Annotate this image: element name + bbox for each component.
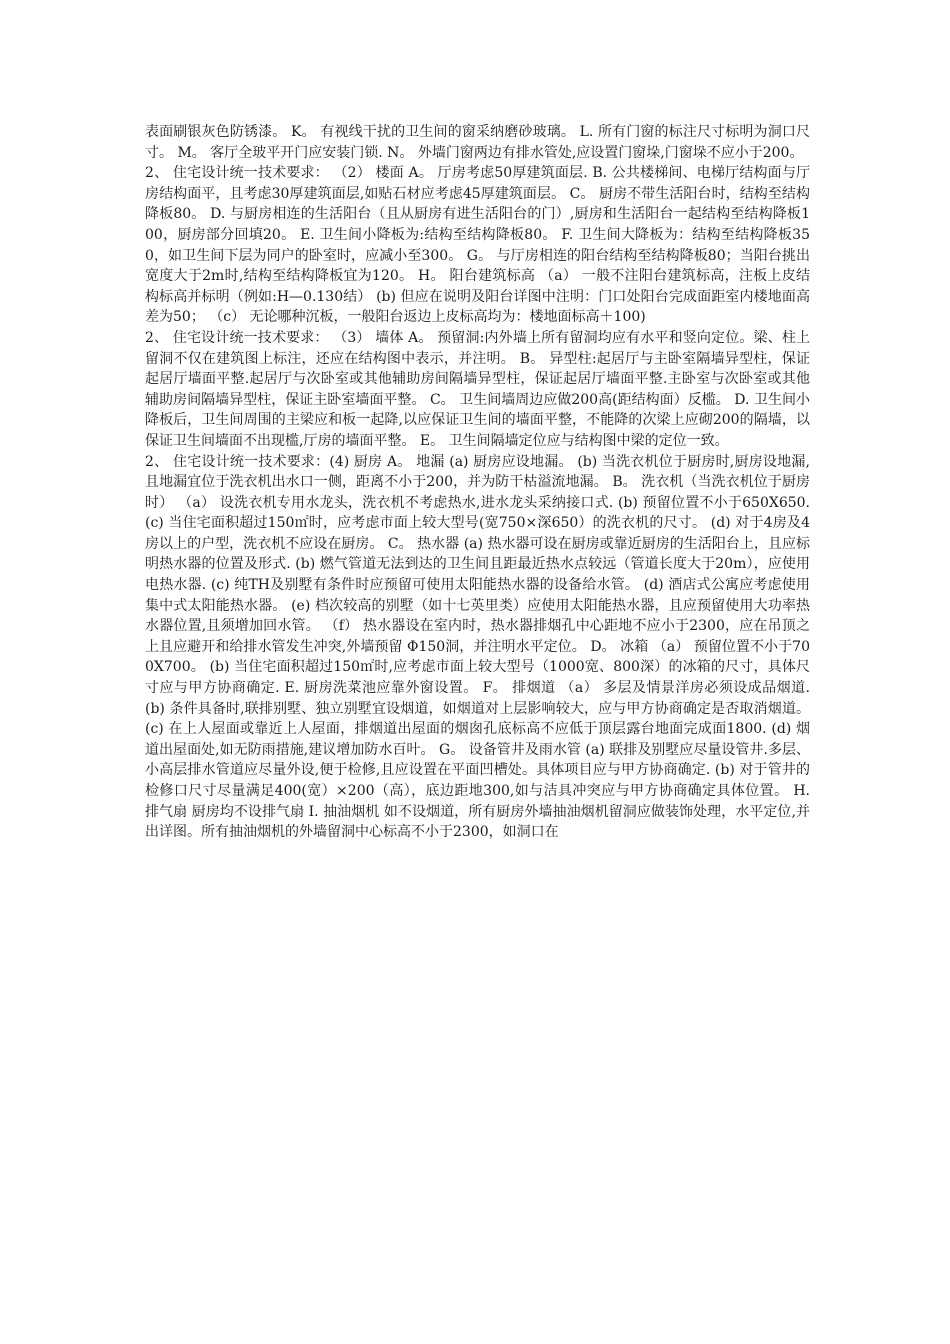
paragraph-floors: 2、 住宅设计统一技术要求： （2） 楼面 A。 厅房考虑50厚建筑面层. B. 公共楼梯间、电梯厅结构面与厅房结构面平，且考虑30厚建筑面层,如贴石材应考虑45厚建筑面层。 C。 厨房不带生活阳台时，结构至结构降板80。 D. 与厨房相连的生活阳台（且从厨房有进生活阳台的门）,厨房和生活阳台一起结构至结构降板100，厨房部分回填20。 E. 卫生间小降板为:结构至结构降板80。 F. 卫生间大降板为：结构至结构降板350，如卫生间下层为同户的卧室时，应减小至300。 G。 与厅房相连的阳台结构至结构降板80；当阳台挑出宽度大于2m时,结构至结构降板宜为120。 H。 阳台建筑标高 （a） 一般不注阳台建筑标高，注板上皮结构标高并标明（例如:H—0.130结） (b) 但应在说明及阳台详图中注明：门口处阳台完成面距室内楼地面高差为50； （c） 无论哪种沉板，一般阳台返边上皮标高均为：楼地面标高＋100): [145, 165, 810, 326]
document-body: [145, 122, 810, 843]
paragraph-kitchen: 2、 住宅设计统一技术要求：(4) 厨房 A。 地漏 (a) 厨房应设地漏。 (b) 当洗衣机位于厨房时,厨房设地漏,且地漏宜位于洗衣机出水口一侧，距离不小于200，并为防干枯溢流地漏。 B。 洗衣机（当洗衣机位于厨房时） （a） 设洗衣机专用水龙头，洗衣机不考虑热水,进水龙头采纳接口式. (b) 预留位置不小于650X650. (c) 当住宅面积超过150㎡时，应考虑市面上较大型号(宽750×深650）的洗衣机的尺寸。 (d) 对于4房及4房以上的户型，洗衣机不应设在厨房。 C。 热水器 (a) 热水器可设在厨房或靠近厨房的生活阳台上，且应标明热水器的位置及形式. (b) 燃气管道无法到达的卫生间且距最近热水点较远（管道长度大于20m），应使用电热水器. (c) 纯TH及别墅有条件时应预留可使用太阳能热水器的设备给水管。 (d) 酒店式公寓应考虑使用集中式太阳能热水器。 (e) 档次较高的别墅（如十七英里类）应使用太阳能热水器，且应预留使用大功率热水器位置,且须增加回水管。 （f） 热水器设在室内时，热水器排烟孔中心距地不应小于2300，应在吊顶之上且应避开和给排水管发生冲突,外墙预留 Φ150洞，并注明水平定位。 D。 冰箱 （a） 预留位置不小于700X700。 (b) 当住宅面积超过150㎡时,应考虑市面上较大型号（1000宽、800深）的冰箱的尺寸，具体尺寸应与甲方协商确定. E. 厨房洗菜池应靠外窗设置。 F。 排烟道 （a） 多层及情景洋房必须设成品烟道. (b) 条件具备时,联排别墅、独立别墅宜设烟道，如烟道对上层影响较大，应与甲方协商确定是否取消烟道。 (c) 在上人屋面或靠近上人屋面，排烟道出屋面的烟囱孔底标高不应低于顶层露台地面完成面1800. (d) 烟道出屋面处,如无防雨措施,建议增加防水百叶。 G。 设备管井及雨水管 (a) 联排及别墅应尽量设管井.多层、小高层排水管道应尽量外设,便于检修,且应设置在平面凹槽处。具体项目应与甲方协商确定. (b) 对于管井的检修口尺寸尽量满足400(宽）×200（高），底边距地300,如与洁具冲突应与甲方协商确定具体位置。 H. 排气扇 厨房均不设排气扇 I. 抽油烟机 如不设烟道，所有厨房外墙抽油烟机留洞应做装饰处理，水平定位,并出详图。所有抽油烟机的外墙留洞中心标高不小于2300，如洞口在: [145, 453, 810, 841]
paragraph-doors-windows: 表面刷银灰色防锈漆。 K。 有视线干扰的卫生间的窗采纳磨砂玻璃。 L. 所有门窗的标注尺寸标明为洞口尺寸。 M。 客厅全玻平开门应安装门锁. N。 外墙门窗两边有排水管处,应设置门窗垛,门窗垛不应小于200。: [145, 124, 810, 161]
paragraph-walls: 2、 住宅设计统一技术要求： （3） 墙体 A。 预留洞:内外墙上所有留洞均应有水平和竖向定位。梁、柱上留洞不仅在建筑图上标注，还应在结构图中表示，并注明。 B。 异型柱:起居厅与主卧室隔墙异型柱，保证起居厅墙面平整.起居厅与次卧室或其他辅助房间隔墙异型柱，保证起居厅墙面平整.主卧室与次卧室或其他辅助房间隔墙异型柱，保证主卧室墙面平整。 C。 卫生间墙周边应做200高(距结构面）反槛。 D. 卫生间小降板后，卫生间周围的主梁应和板一起降,以应保证卫生间的墙面平整，不能降的次梁上应砌200的隔墙，以保证卫生间墙面不出现槛,厅房的墙面平整。 E。 卫生间隔墙定位应与结构图中梁的定位一致。: [145, 329, 810, 449]
